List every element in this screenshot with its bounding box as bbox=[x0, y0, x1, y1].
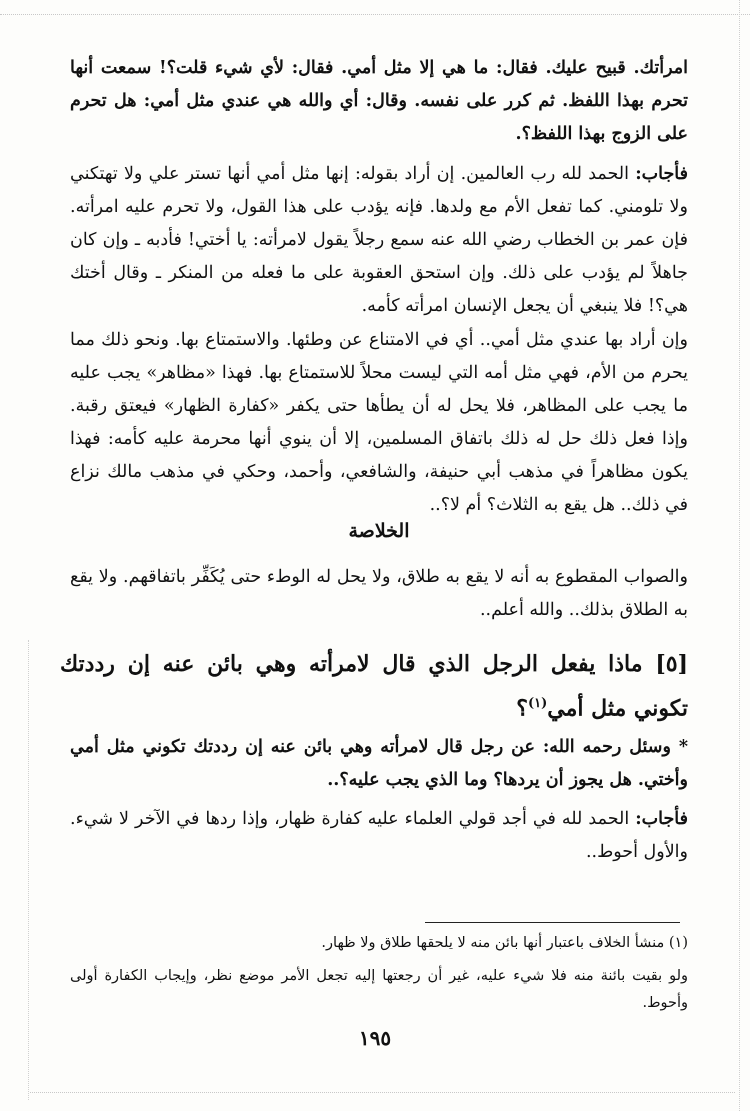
footnote-2: ولو بقيت بائنة منه فلا شيء عليه، غير أن رجعتها إليه تجعل الأمر موضع نظر، وإيجاب الكفارة أولى وأحوط. bbox=[70, 968, 688, 1011]
answer-paragraph-1 bbox=[70, 158, 688, 323]
footnote-rule bbox=[425, 922, 680, 923]
question-continuation: امرأتك. قبيح عليك. فقال: ما هي إلا مثل أمي. فقال: لأي شيء قلت؟! سمعت أنها تحرم بهذا اللفظ. ثم كرر على نفسه. وقال: أي والله هي عندي مثل أمي: هل تحرم على الزوج بهذا اللفظ؟. bbox=[70, 58, 688, 144]
answer-lead-2: فأجاب: bbox=[635, 809, 688, 829]
question-title-end: ؟ bbox=[516, 695, 528, 722]
scan-edge-right bbox=[739, 0, 740, 1111]
scan-edge-bottom bbox=[30, 1092, 735, 1093]
answer-paragraph-3 bbox=[70, 803, 688, 869]
footnote-1: (١) منشأ الخلاف باعتبار أنها بائن منه لا يلحقها طلاق ولا ظهار. bbox=[321, 935, 688, 951]
question-paragraph: * وسئل رحمه الله: عن رجل قال لامرأته وهي بائن عنه إن رددتك تكوني مثل أمي وأختي. هل يجوز أن يردها؟ وما الذي يجب عليه؟.. bbox=[70, 737, 688, 790]
scan-edge-left bbox=[28, 640, 29, 1100]
question-title-text: [٥] ماذا يفعل الرجل الذي قال لامرأته وهي بائن عنه إن رددتك تكوني مثل أمي bbox=[60, 651, 688, 722]
answer-paragraph-2: وإن أراد بها عندي مثل أمي.. أي في الامتناع عن وطئها. والاستمتاع بها. ونحو ذلك مما يحرم من الأم، فهي مثل أمه التي ليست محلاً للاستمتاع بها. فهذا «مظاهر» يجب عليه ما يجب على المظاهر، فلا يحل له أن يطأها حتى يكفر «كفارة الظهار» فيعتق رقبة. وإذا فعل ذلك حل له ذلك باتفاق المسلمين، إلا أن ينوي أنها محرمة عليه كأمه: فهذا يكون مظاهراً في مذهب أبي حنيفة، والشافعي، وأحمد، وحكي في مذهب مالك نزاع في ذلك.. هل يقع به الثلاث؟ أم لا؟.. bbox=[70, 330, 688, 515]
summary-paragraph: والصواب المقطوع به أنه لا يقع به طلاق، ولا يحل له الوطء حتى يُكَفِّر باتفاقهم. ولا يقع به الطلاق بذلك.. والله أعلم.. bbox=[70, 567, 688, 620]
scan-edge-top bbox=[0, 14, 750, 15]
answer-body: الحمد لله رب العالمين. إن أراد بقوله: إنها مثل أمي أنها تستر علي ولا تهتكني ولا تلومني. كما تفعل الأم مع ولدها. فإنه يؤدب على هذا القول، ولا تحرم عليه امرأته. فإن عمر بن الخطاب رضي الله عنه سمع رجلاً يقول لامرأته: يا أختي! فأدبه ـ وإن كان جاهلاً لم يؤدب على ذلك. وإن استحق العقوبة على ما فعله من المنكر ـ وقال أختك هي؟! فلا ينبغي أن يجعل الإنسان امرأته كأمه. bbox=[70, 164, 688, 316]
section-heading: الخلاصة bbox=[348, 520, 410, 542]
answer-lead: فأجاب: bbox=[635, 164, 688, 184]
footnote-marker: (١) bbox=[527, 696, 548, 711]
footnotes bbox=[70, 930, 688, 1023]
page-number: ١٩٥ bbox=[358, 1026, 392, 1050]
question-title bbox=[60, 644, 688, 728]
answer-body-2: الحمد لله في أجد قولي العلماء عليه كفارة ظهار، وإذا ردها في الآخر لا شيء. والأول أحوط.. bbox=[70, 809, 688, 862]
